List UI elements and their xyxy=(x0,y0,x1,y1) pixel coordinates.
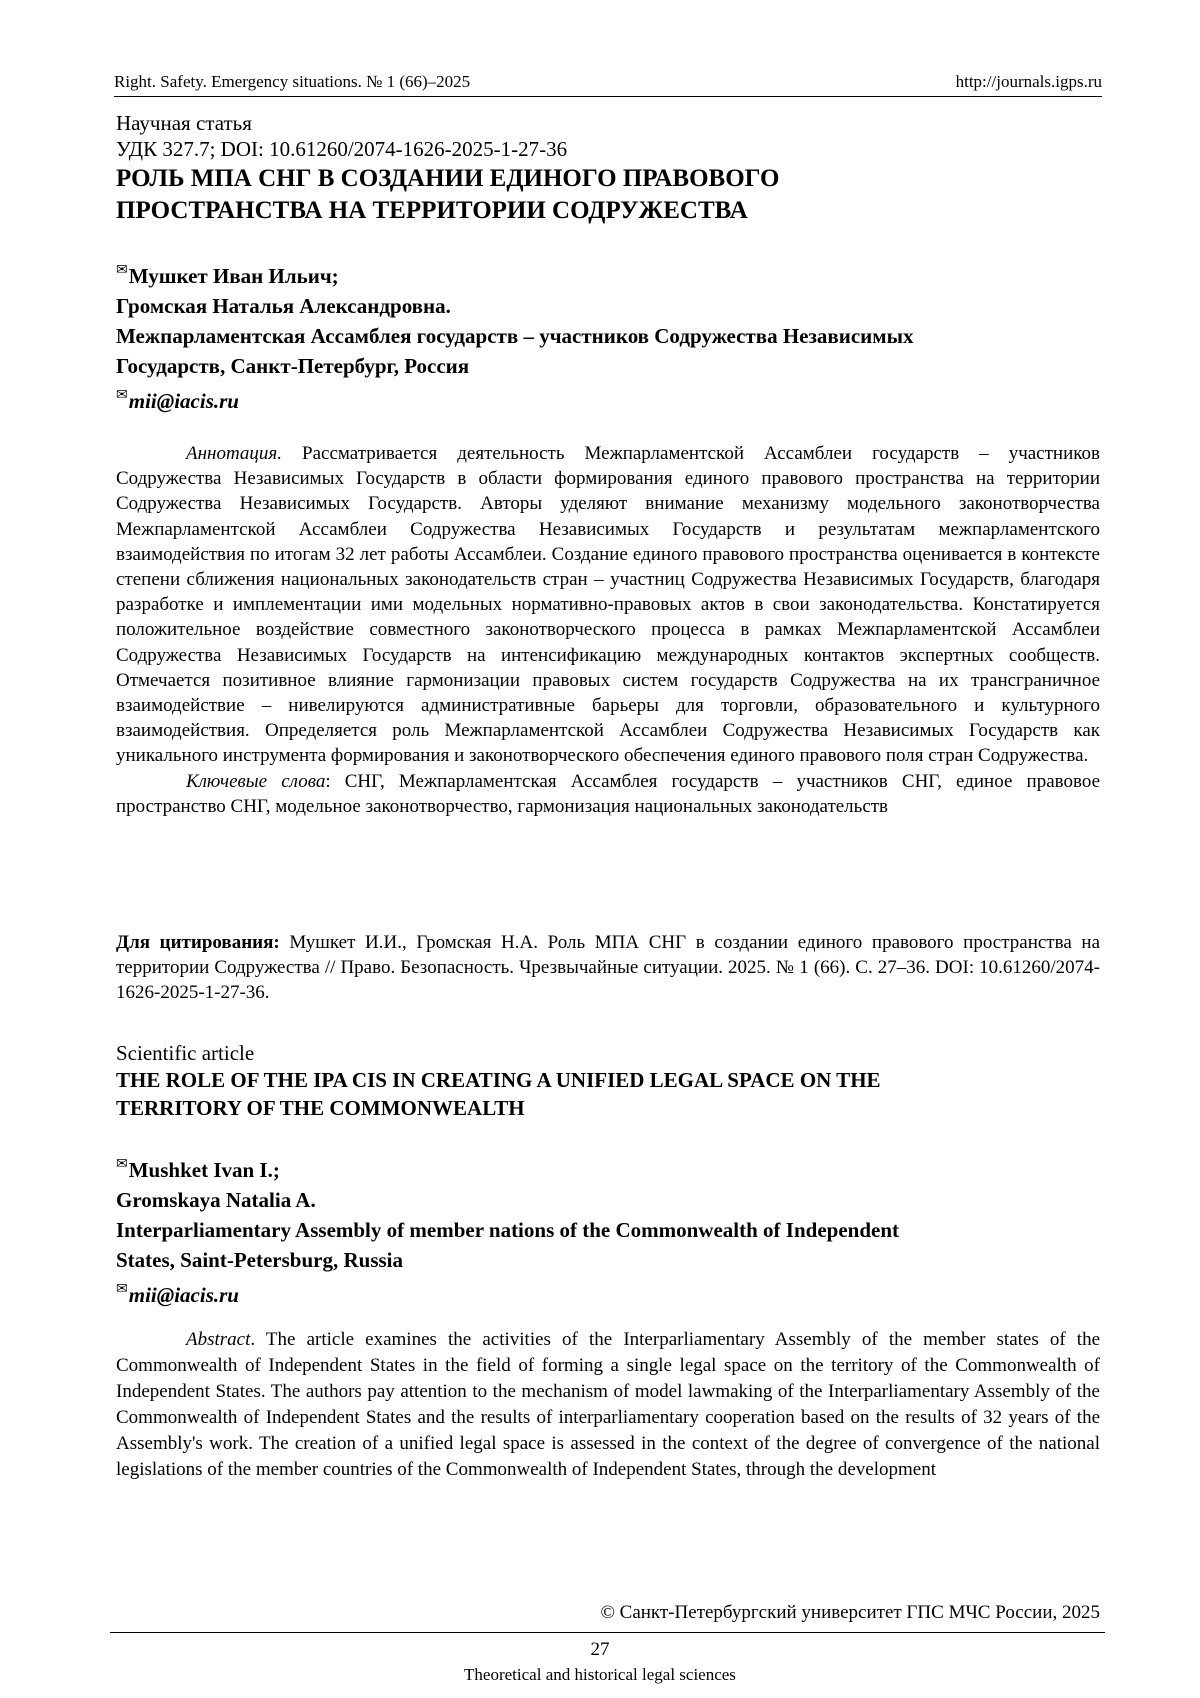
ru-authors-block xyxy=(116,256,1100,416)
en-abstract xyxy=(116,1327,1100,1483)
ru-author-1-name: Мушкет Иван Ильич; xyxy=(128,264,339,288)
en-affiliation-line-2: States, Saint-Petersburg, Russia xyxy=(116,1248,403,1272)
en-article-type: Scientific article xyxy=(116,1041,255,1065)
ru-citation-block xyxy=(116,930,1100,1006)
en-authors-block xyxy=(116,1150,1100,1310)
ru-citation-text: Мушкет И.И., Громская Н.А. Роль МПА СНГ в создании единого правового пространства на территории Содружества // Право. Безопасность. Чрезвычайные ситуации. 2025. № 1 (66). С. 27–36. DOI: 10.61260/2074-1626-2025-1-27-36. xyxy=(116,932,1100,1004)
ru-abstract-text: Рассматривается деятельность Межпарламентской Ассамблеи государств – участников Содружества Независимых Государств в области формирования единого правового пространства на территории Содружества Независимых Государств. Авторы уделяют внимание механизму модельного законотворчества Межпарламентской Ассамблеи Содружества Независимых Государств и результатам межпарламентского взаимодействия по итогам 32 лет работы Ассамблеи. Создание единого правового пространства оценивается в контексте степени сближения национальных законодательств стран – участниц Содружества Независимых Государств, благодаря разработке и имплементации ими модельных нормативно-правовых актов в свои законодательства. Констатируется положительное воздействие совместного законотворческого процесса в рамках Межпарламентской Ассамблеи Содружества Независимых Государств на интенсификацию международных контактов экспертных сообществ. Отмечается позитивное влияние гармонизации правовых систем государств Содружества на их трансграничное взаимодействие – нивелируются административные барьеры для торговли, образовательного и культурного взаимодействия. Определяется роль Межпарламентской Ассамблеи Содружества Независимых Государств как уникального инструмента формирования и законотворческого обеспечения единого правового поля стран Содружества. xyxy=(116,443,1100,767)
section-name: Theoretical and historical legal sciences xyxy=(464,1665,736,1684)
page-number: 27 xyxy=(590,1639,610,1660)
ru-keywords-label: Ключевые слова xyxy=(186,770,326,792)
ru-author-2: Громская Наталья Александровна. xyxy=(116,294,451,318)
en-abstract-text: . The article examines the activities of the Interparliamentary Assembly of the member states of the Commonwealth of Independent States in the field of forming a single legal space on the territory of the Commonwealth of Independent States. The authors pay attention to the mechanism of model lawmaking of the Interparliamentary Assembly of the Commonwealth of Independent States and the results of interparliamentary cooperation based on the results of 32 years of the Assembly's work. The creation of a unified legal space is assessed in the context of the degree of convergence of the national legislations of the member countries of the Commonwealth of Independent States, through the development xyxy=(116,1329,1100,1480)
en-affiliation-line-1: Interparliamentary Assembly of member nations of the Commonwealth of Independent xyxy=(116,1218,899,1242)
en-email xyxy=(116,1275,1100,1310)
ru-citation-label: Для цитирования: xyxy=(116,932,280,953)
envelope-icon: ✉ xyxy=(116,1157,128,1172)
ru-title-block xyxy=(116,110,1100,227)
ru-article-type: Научная статья xyxy=(116,111,252,135)
ru-abstract-block xyxy=(116,441,1100,819)
ru-affiliation-line-2: Государств, Санкт-Петербург, Россия xyxy=(116,354,470,378)
en-title-block xyxy=(116,1040,1100,1122)
ru-keywords-text: : СНГ, Межпарламентская Ассамблея государств – участников СНГ, единое правовое пространство СНГ, модельное законотворчество, гармонизация национальных законодательств xyxy=(116,770,1100,817)
ru-abstract xyxy=(116,441,1100,769)
en-author-1-name: Mushket Ivan I.; xyxy=(128,1158,280,1182)
ru-title-line-2: ПРОСТРАНСТВА НА ТЕРРИТОРИИ СОДРУЖЕСТВА xyxy=(116,197,748,224)
ru-keywords xyxy=(116,769,1100,819)
ru-citation xyxy=(116,930,1100,1006)
ru-affiliation-line-1: Межпарламентская Ассамблея государств – участников Содружества Независимых xyxy=(116,324,914,348)
ru-email-address[interactable]: mii@iacis.ru xyxy=(128,389,239,413)
envelope-icon: ✉ xyxy=(116,1282,128,1297)
journal-issue: Right. Safety. Emergency situations. № 1 (66)–2025 xyxy=(114,72,471,91)
ru-title-line-1: РОЛЬ МПА СНГ В СОЗДАНИИ ЕДИНОГО ПРАВОВОГО xyxy=(116,165,780,192)
ru-author-1 xyxy=(116,256,1100,291)
envelope-icon: ✉ xyxy=(116,388,128,403)
running-header xyxy=(114,70,1102,97)
en-email-address[interactable]: mii@iacis.ru xyxy=(128,1283,239,1307)
en-title-line-1: THE ROLE OF THE IPA CIS IN CREATING A UNIFIED LEGAL SPACE ON THE xyxy=(116,1068,881,1092)
ru-abstract-label: Аннотация. xyxy=(186,443,282,464)
copyright: © Санкт-Петербургский университет ГПС МЧС России, 2025 xyxy=(600,1602,1100,1623)
journal-url[interactable]: http://journals.igps.ru xyxy=(955,72,1102,91)
en-abstract-block xyxy=(116,1327,1100,1483)
en-title-line-2: TERRITORY OF THE COMMONWEALTH xyxy=(116,1096,525,1120)
footer-divider xyxy=(110,1632,1105,1633)
ru-udk-doi: УДК 327.7; DOI: 10.61260/2074-1626-2025-1-27-36 xyxy=(116,137,568,161)
ru-email xyxy=(116,381,1100,416)
envelope-icon: ✉ xyxy=(116,263,128,278)
en-author-2: Gromskaya Natalia A. xyxy=(116,1188,316,1212)
en-abstract-label: Abstract xyxy=(186,1329,251,1350)
en-author-1 xyxy=(116,1150,1100,1185)
